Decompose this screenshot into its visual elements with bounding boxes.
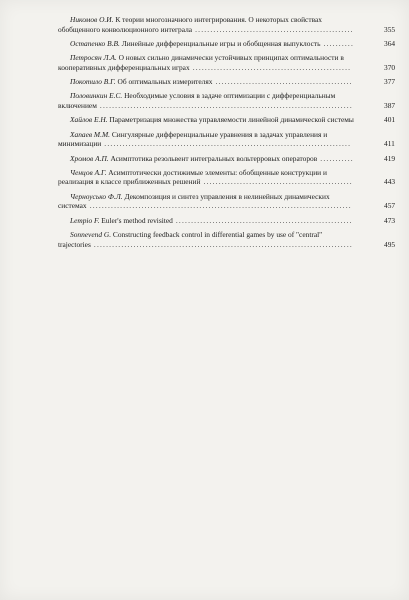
toc-entry-author: Sonnevend G. [70,229,112,239]
toc-entry-page: 364 [384,38,396,48]
toc-entry-title: Декомпозиция и синтез управления в нелинейных динамических системах [58,191,330,211]
toc-entry-author: Хромов А.П. [70,153,109,163]
dot-leader: .......... [320,38,355,48]
dot-leader: .......................................................... [172,215,353,225]
toc-entry-page: 401 [384,115,396,125]
dot-leader: ................................................................................... [96,101,353,111]
toc-entry-title: Об оптимальных измерителях [117,77,213,87]
toc-entry-page: 377 [384,77,396,87]
toc-entry-author: Ченцов А.Г. [70,167,107,177]
toc-entry-title: Euler's method revisited [101,215,173,225]
toc-entry-title: Constructing feedback control in differential games by use of "central" trajectories [58,229,323,249]
toc-entry [58,91,396,111]
toc-entry [58,191,396,212]
toc-entry [58,38,396,49]
toc-entry [58,53,396,73]
toc-entry-page: 370 [384,62,396,72]
toc-entry [58,153,396,164]
toc-entry-page: 443 [384,177,396,187]
toc-entry-page: 355 [384,24,396,34]
toc-entry [58,15,396,35]
toc-entry-author: Покотило В.Г. [70,77,116,87]
dot-leader: .................................................... [192,24,354,34]
toc-entry-page: 387 [384,101,396,111]
toc-entry-page: 495 [384,239,396,249]
dot-leader: ..................................................................................... [90,239,353,249]
toc-entry-author: Петросян Л.А. [70,53,117,63]
dot-leader: ...................................................................................... [86,201,352,211]
toc-entry-author: Lempio F. [70,215,100,225]
toc-entry-title: К теории многозначного интегрирования. О некоторых свойствах обобщенного конволюционного интеграла [58,15,322,34]
toc-entry-title: Асимптотика резольвент интегральных вольтерровых операторов [110,153,318,163]
toc-entry-page: 457 [384,201,396,211]
toc-entry-title: Линейные дифференциальные игры и обобщенная выпуклость [121,38,321,48]
table-of-contents [58,15,396,254]
toc-entry-title: Асимптотически достижимые элементы: обобщенные конструкции и реализация в классе приближенных решений [58,167,327,187]
dot-leader: ................................................................................. [101,139,352,149]
toc-entry-page: 411 [384,139,395,149]
toc-entry-author: Хайлов Е.Н. [70,115,108,125]
toc-entry-author: Хапаев М.М. [70,129,110,139]
toc-entry-title: Параметризация множества управляемости линейной динамической системы [109,115,354,125]
toc-entry-author: Половинкин Е.С. [70,91,123,101]
toc-entry-title: О новых сильно динамически устойчивых принципах оптимальности в кооперативных дифференциальных играх [58,53,344,72]
toc-entry [58,115,396,125]
dot-leader: ............................................. [212,77,353,87]
toc-entry-author: Черноусько Ф.Л. [70,191,123,201]
toc-entry [58,129,395,150]
toc-entry [58,215,396,226]
toc-entry-page: 473 [384,215,396,225]
dot-leader: .................................................... [189,62,352,72]
toc-entry-author: Остапенко В.В. [70,38,120,48]
toc-entry [58,229,396,250]
toc-entry [58,77,396,87]
toc-entry-author: Никомов О.И. [70,15,114,24]
toc-entry-page: 419 [384,153,396,163]
dot-leader: ................................................. [200,177,353,187]
dot-leader: ........... [317,153,354,163]
toc-entry-title: Необходимые условия в задаче оптимизации с дифференциальным включением [58,91,336,111]
toc-entry [58,167,396,188]
toc-entry-title: Сингулярные дифференциальные уравнения в задачах управления и минимизации [58,129,328,149]
